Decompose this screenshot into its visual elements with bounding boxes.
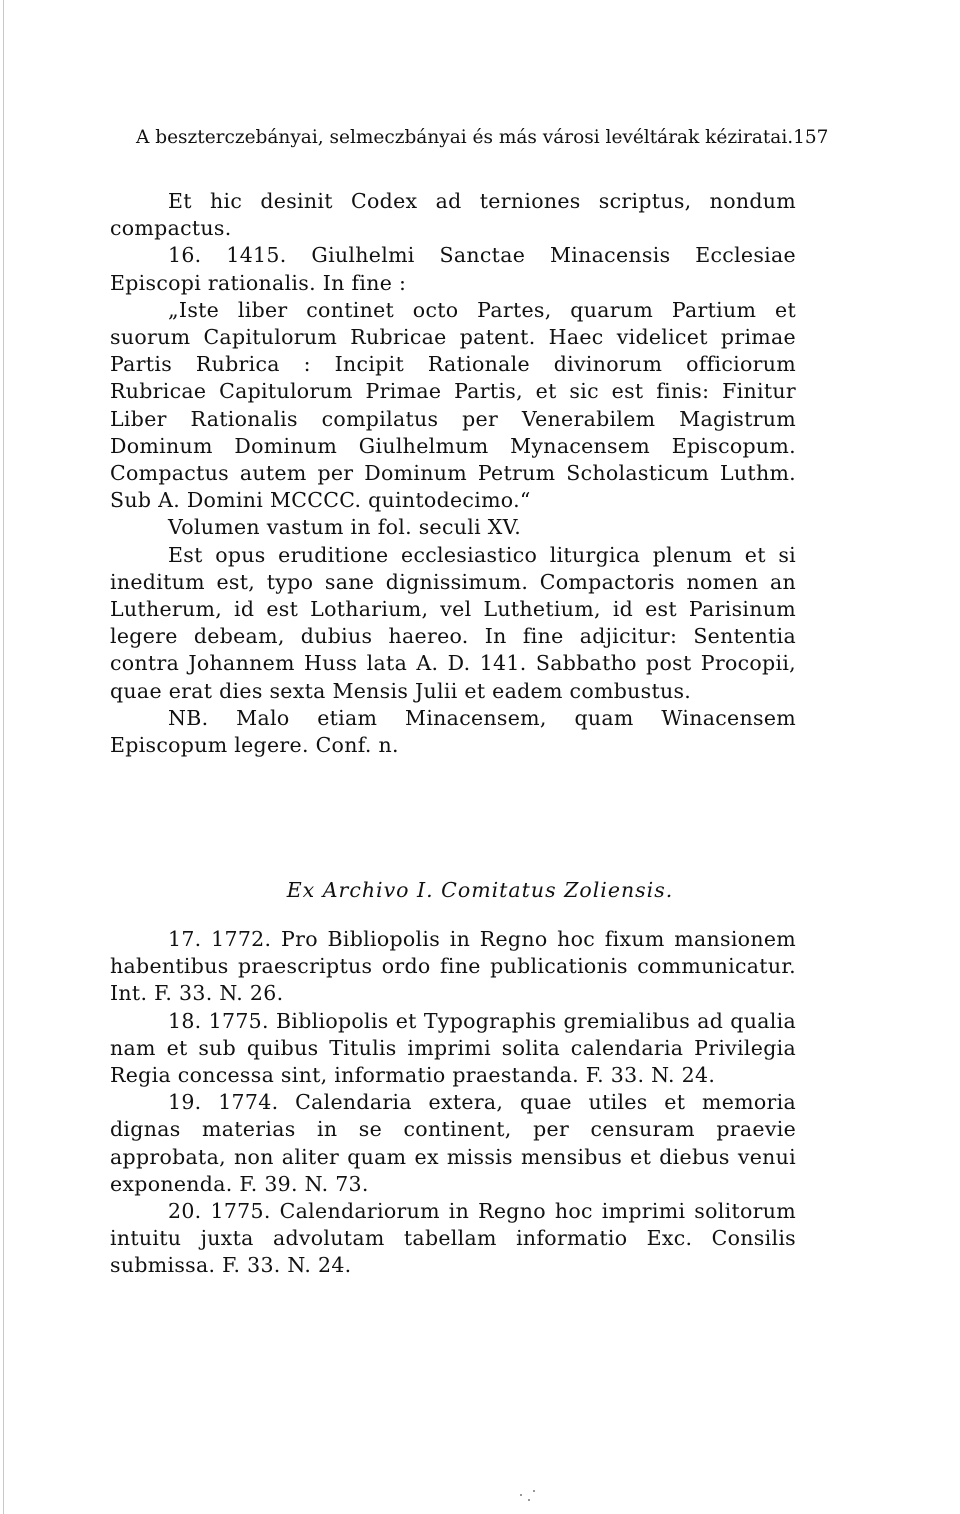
paragraph-entry-19: 19. 1774. Calendaria extera, quae utiles et memoria dignas materias in se continent, per censuram praevie approbata, non aliter quam ex missis mensibus et diebus venui exponenda. F. 39. N. 73. [110, 1090, 796, 1196]
scan-speck [533, 1490, 535, 1492]
bottom-text-block [110, 926, 796, 1280]
paragraph: Est opus eruditione ecclesiastico liturgica plenum et si ineditum est, typo sane dignissimum. Compactoris nomen an Lutherum, id est Lotharium, vel Luthetium, id est Parisinum legere debeam, dubius haereo. In fine adjicitur: Sententia contra Johannem Huss lata A. D. 141. Sabbatho post Procopii, quae erat dies sexta Mensis Julii et eadem combustus. [110, 542, 796, 703]
quotation-paragraph: „Iste liber continet octo Partes, quarum Partium et suorum Capitulorum Rubricae patent. Haec videlicet primae Partis Rubrica : Incipit Rationale divinorum officiorum Rubricae Capitulorum Primae Partis, et sic est finis: Finitur Liber Rationalis compilatus per Venerabilem Magistrum Dominum Dominum Giulhelmum Mynacensem Episcopum. Compactus autem per Dominum Petrum Scholasticum Luthm. Sub A. Domini MCCCC. quintodecimo.“ [110, 297, 796, 513]
paragraph-entry-17: 17. 1772. Pro Bibliopolis in Regno hoc fixum mansionem habentibus praescriptus ordo fine publicationis communicatur. Int. F. 33. N. 26. [110, 927, 796, 1006]
scan-speck [520, 1494, 522, 1496]
paragraph-entry-16: 16. 1415. Giulhelmi Sanctae Minacensis Ecclesiae Episcopi rationalis. In fine : [110, 243, 796, 295]
nota-bene-paragraph: NB. Malo etiam Minacensem, quam Winacensem Episcopum legere. Conf. n. [110, 705, 796, 758]
running-header [136, 126, 829, 150]
top-text-block [110, 188, 796, 759]
scan-speck [528, 1499, 530, 1501]
paragraph: Et hic desinit Codex ad terniones scriptus, nondum compactus. [110, 189, 796, 241]
running-title: A beszterczebányai, selmeczbányai és más városi levéltárak kéziratai. [136, 127, 794, 148]
paragraph-entry-18: 18. 1775. Bibliopolis et Typographis gremialibus ad qualia nam et sub quibus Titulis imprimi solita calendaria Privilegia Regia concessa sint, informatio praestanda. F. 33. N. 24. [110, 1008, 796, 1088]
archive-source-heading: Ex Archivo I. Comitatus Zoliensis. [286, 878, 674, 902]
page-edge-line [3, 0, 4, 1514]
paragraph: Volumen vastum in fol. seculi XV. [168, 515, 522, 540]
page-number: 157 [793, 127, 829, 148]
paragraph-entry-20: 20. 1775. Calendariorum in Regno hoc imprimi solitorum intuitu juxta advolutam tabellam informatio Exc. Consilis submissa. F. 33. N. 24. [110, 1199, 796, 1278]
